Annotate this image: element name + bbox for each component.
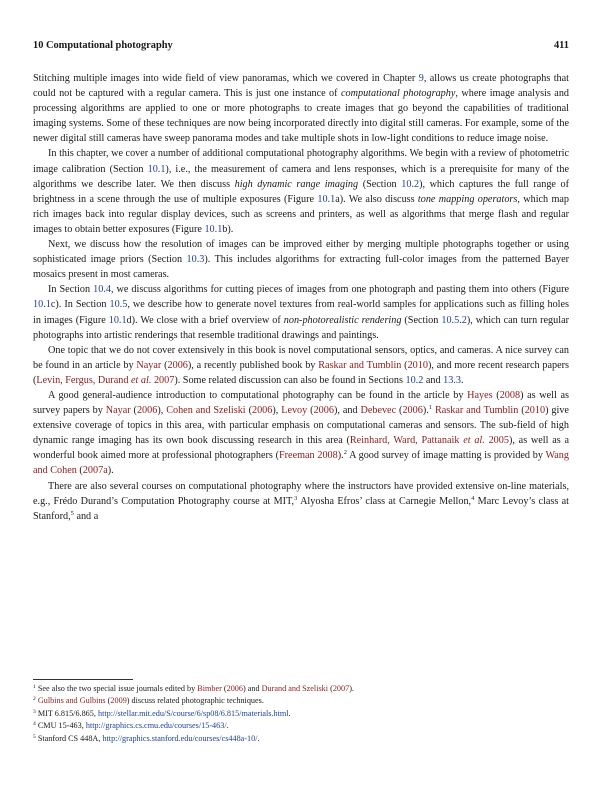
section-link[interactable]: 13.3: [443, 374, 461, 386]
footnote-3: $^3$ MIT 6.815/6.865, http://stellar.mit.edu/S/course/6/sp08/6.815/materials.html.: [33, 708, 291, 718]
footnote-1: $^1$ See also the two special issue journals edited by Bimber (2006) and Durand and Szeliski (2007).: [33, 684, 354, 693]
citation-link[interactable]: 2006: [402, 405, 423, 417]
citation-link[interactable]: 2007: [332, 684, 350, 693]
citation-link[interactable]: 2008: [499, 389, 521, 401]
url-link[interactable]: http://graphics.cs.cmu.edu/courses/15-463/: [85, 721, 227, 731]
body-text: [33, 71, 569, 524]
paragraph-4: In Section 10.4, we discuss algorithms for cutting pieces of images from one photograph and pasting them into others (Figure 10.1c). In Section 10.5, we describe how to generate novel textures from real-world samples for applications such as filling holes in images (Figure 10.1d). We close with a brief overview of non-photorealistic rendering (Section 10.5.2), which can turn regular photographs into artistic renderings that resemble traditional drawings and paintings.: [33, 284, 570, 341]
paragraph-7: There are also several courses on computational photography where the instructors have provided extensive on-line materials, e.g., Frédo Durand’s Computation Photography course at MIT,$^3$ Alyosha Efros’ class at Carnegie Mellon,$^4$ Marc Levoy’s class at Stanford,$^5$ and a: [33, 480, 569, 522]
citation-link[interactable]: Debevec: [360, 405, 397, 417]
paragraph-1: Stitching multiple images into wide field of view panoramas, which we covered in Chapter 9, allows us create photographs that could not be captured with a regular camera. This is just one instance of computational photography, where image analysis and processing algorithms are applied to one or more photographs to create images that go beyond the capabilities of traditional imaging systems. Some of these techniques are now being incorporated directly into digital still cameras. For example, some of the newer digital still cameras have sweep panorama modes and take multiple shots in low-light conditions to reduce image noise.: [33, 73, 570, 145]
url-link[interactable]: http://stellar.mit.edu/S/course/6/sp08/6.815/materials.html: [97, 708, 289, 718]
paragraph-6: A good general-audience introduction to computational photography can be found in the article by Hayes (2008) as well as survey papers by Nayar (2006), Cohen and Szeliski (2006), Levoy (2006), and Debevec (2006).$^1$ Raskar and Tumblin (2010) give extensive coverage of topics in this area, with particular emphasis on computational cameras and sensors. The sub-field of high dynamic range imaging has its own book discussing research in this area (Reinhard, Ward, Pattanaik et al. 2005), as well as a wonderful book aimed more at professional photographers (Freeman 2008).$^2$ A good survey of image matting is provided by Wang and Cohen (2007a).: [33, 389, 570, 477]
section-link[interactable]: 10.5.2: [441, 314, 467, 326]
footnote-marker[interactable]: 1: [428, 404, 433, 412]
footnote-marker[interactable]: 4: [471, 494, 475, 502]
citation-link[interactable]: 2006: [313, 405, 334, 417]
page-number: 411: [553, 40, 569, 51]
citation-link[interactable]: 2009: [110, 696, 127, 706]
footnote-5: $^5$ Stanford CS 448A, http://graphics.stanford.edu/courses/cs448a-10/.: [33, 733, 260, 743]
section-link[interactable]: 10.3: [186, 254, 205, 266]
footnote-marker[interactable]: 5: [70, 509, 74, 517]
chapter-link[interactable]: 9: [418, 73, 424, 84]
section-link[interactable]: 10.2: [405, 374, 424, 386]
citation-link[interactable]: Nayar: [136, 359, 162, 371]
citation-link[interactable]: Nayar: [105, 405, 131, 417]
section-link[interactable]: 10.1: [147, 163, 166, 175]
figure-link[interactable]: 10.1: [33, 299, 51, 311]
citation-link[interactable]: Freeman 2008: [278, 450, 338, 462]
footnote-marker[interactable]: 3: [294, 494, 298, 502]
paragraph-3: Next, we discuss how the resolution of images can be improved either by merging multiple photographs together or using sophisticated image priors (Section 10.3). This includes algorithms for extracting full-color images from the patterned Bayer mosaics present in most cameras.: [33, 239, 569, 281]
footnote-2: $^2$ Gulbins and Gulbins (2009) discuss related photographic techniques.: [33, 696, 264, 706]
section-link[interactable]: 10.5: [109, 299, 128, 311]
citation-link[interactable]: Cohen and Szeliski: [166, 405, 246, 417]
citation-link[interactable]: 2006: [251, 405, 273, 417]
citation-link[interactable]: Durand and Szeliski: [261, 684, 329, 693]
citation-link[interactable]: 2006: [167, 359, 188, 371]
chapter-title: 10 Computational photography: [33, 40, 173, 51]
url-link[interactable]: http://graphics.stanford.edu/courses/cs448a-10/: [102, 733, 258, 743]
citation-link[interactable]: 2006: [226, 684, 243, 693]
running-header: [33, 40, 569, 54]
figure-link[interactable]: 10.1: [108, 314, 127, 326]
citation-link[interactable]: Raskar and Tumblin: [318, 359, 402, 371]
citation-link[interactable]: Hayes: [467, 389, 493, 401]
paragraph-2: In this chapter, we cover a number of additional computational photography algorithms. We begin with a review of photometric image calibration (Section 10.1), i.e., the measurement of camera and lens responses, which is a prerequisite for many of the algorithms we describe later. We then discuss high dynamic range imaging (Section 10.2), which captures the full range of brightness in a scene through the use of multiple exposures (Figure 10.1a). We also discuss tone mapping operators, which map rich images back into regular display devices, such as screens and printers, as well as algorithms that merge flash and regular images to obtain better exposures (Figure 10.1b).: [33, 148, 569, 235]
section-link[interactable]: 10.4: [93, 284, 111, 296]
footnote-4: $^4$ CMU 15-463, http://graphics.cs.cmu.edu/courses/15-463/.: [33, 721, 229, 731]
footnote-marker[interactable]: 2: [343, 449, 347, 457]
figure-link[interactable]: 10.1: [204, 223, 223, 235]
citation-link[interactable]: Levin, Fergus, Durand et al. 2007: [36, 374, 175, 386]
citation-link[interactable]: Bimber: [197, 684, 222, 693]
citation-link[interactable]: 2010: [407, 359, 428, 371]
section-link[interactable]: 10.2: [401, 178, 420, 190]
citation-link[interactable]: Raskar and Tumblin: [434, 405, 519, 417]
footnotes: [33, 683, 569, 745]
citation-link[interactable]: Reinhard, Ward, Pattanaik et al. 2005: [349, 435, 509, 447]
citation-link[interactable]: 2007a: [82, 465, 108, 477]
footnote-divider: [33, 679, 133, 680]
figure-link[interactable]: 10.1: [317, 193, 336, 205]
paragraph-5: One topic that we do not cover extensively in this book is novel computational sensors, optics, and cameras. A nice survey can be found in an article by Nayar (2006), a recently published book by Raskar and Tumblin (2010), and more recent research papers (Levin, Fergus, Durand et al. 2007). Some related discussion can also be found in Sections 10.2 and 13.3.: [33, 344, 569, 386]
citation-link[interactable]: Levoy: [281, 405, 308, 417]
citation-link[interactable]: 2006: [136, 405, 158, 417]
citation-link[interactable]: Gulbins and Gulbins: [37, 696, 106, 706]
citation-link[interactable]: 2010: [524, 405, 546, 417]
citation-link[interactable]: Wang and Cohen: [33, 450, 569, 477]
